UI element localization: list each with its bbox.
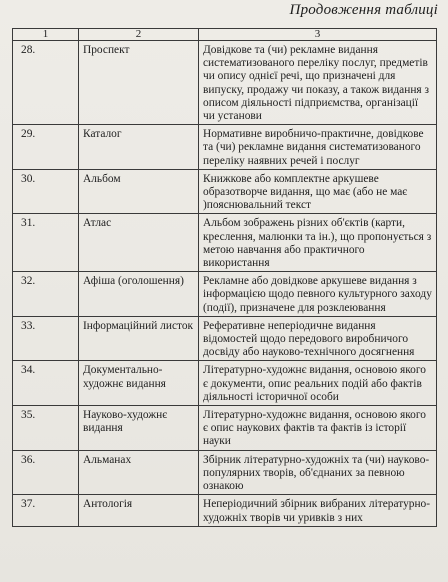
row-number: 30. [13,169,79,214]
row-number: 36. [13,450,79,495]
row-term: Атлас [79,214,199,272]
row-definition: Нормативне виробничо-практичне, довідкове та (чи) рекламне видання систематизованого переліку наявних речей і послуг [199,125,437,170]
row-term: Науково-художнє видання [79,406,199,451]
row-definition: Реферативне неперіодичне видання відомостей щодо передового виробничого досвіду або науково-технічного досягнення [199,316,437,361]
row-term: Проспект [79,41,199,125]
row-term: Документально-художнє видання [79,361,199,406]
table-row [13,169,437,214]
row-term: Каталог [79,125,199,170]
row-term: Альбом [79,169,199,214]
table-header-row [13,29,437,41]
column-header-2: 2 [79,29,199,41]
table-row [13,406,437,451]
continuation-caption: Продовження таблиці [289,2,438,18]
row-definition: Довідкове та (чи) рекламне видання систематизованого переліку послуг, предметів чи опису однієї речі, що призначені для випуску, продажу чи показу, а також видання з описом діяльності підприємства, організації чи установи [199,41,437,125]
row-definition: Неперіодичний збірник вибраних літературно-художніх творів чи уривків з них [199,495,437,526]
table-row [13,272,437,317]
table-row [13,450,437,495]
row-definition: Рекламне або довідкове аркушеве видання з інформацією щодо певного культурного заходу (події), призначене для розклеювання [199,272,437,317]
row-number: 32. [13,272,79,317]
row-definition: Книжкове або комплектне аркушеве образотворче видання, що має (або не має )пояснювальний текст [199,169,437,214]
row-number: 37. [13,495,79,526]
row-term: Альманах [79,450,199,495]
row-number: 31. [13,214,79,272]
row-definition: Збірник літературно-художніх та (чи) науково-популярних творів, об'єднаних за певною ознакою [199,450,437,495]
table-row [13,361,437,406]
row-number: 34. [13,361,79,406]
row-number: 35. [13,406,79,451]
table-row [13,316,437,361]
row-number: 28. [13,41,79,125]
row-term: Антологія [79,495,199,526]
publications-table [12,28,437,527]
row-term: Інформаційний листок [79,316,199,361]
table-row [13,495,437,526]
table-row [13,41,437,125]
column-header-1: 1 [13,29,79,41]
row-number: 33. [13,316,79,361]
table-row [13,214,437,272]
row-definition: Літературно-художнє видання, основою якого є документи, опис реальних подій або фактів діяльності історичної особи [199,361,437,406]
row-number: 29. [13,125,79,170]
table-row [13,125,437,170]
row-definition: Літературно-художнє видання, основою якого є опис наукових фактів та фактів із історії науки [199,406,437,451]
column-header-3: 3 [199,29,437,41]
row-term: Афіша (оголошення) [79,272,199,317]
row-definition: Альбом зображень різних об'єктів (карти, креслення, малюнки та ін.), що пропонується з метою навчання або практичного використання [199,214,437,272]
